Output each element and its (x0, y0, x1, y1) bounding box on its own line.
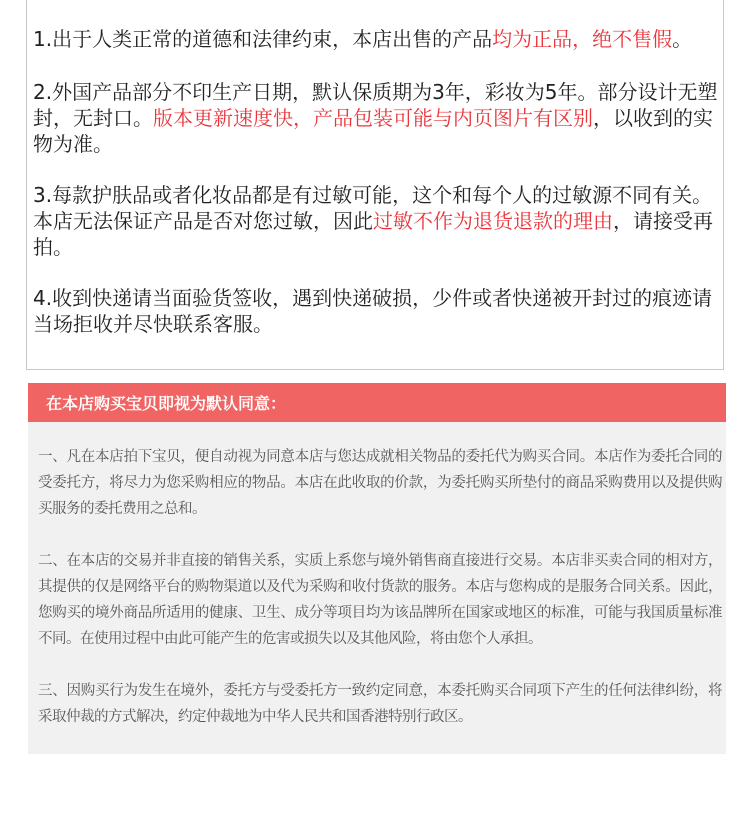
notice-item-2 (33, 79, 723, 157)
agreement-title-banner: 在本店购买宝贝即视为默认同意： (28, 383, 726, 422)
notice-item-1-end: 。 (672, 27, 693, 51)
notice-item-3-end: ，请接受再拍。 (33, 209, 713, 259)
notice-item-3 (33, 182, 723, 260)
notice-item-2-text: 2.外国产品部分不印生产日期，默认保质期为3年，彩妆为5年。部分设计无塑封，无封口。 (33, 80, 718, 130)
notice-item-1-highlight: 均为正品，绝不售假 (492, 27, 673, 51)
notice-item-2-end: ，以收到的实物为准。 (33, 106, 713, 156)
notice-item-4 (33, 285, 723, 337)
agreement-paragraph-3: 三、因购买行为发生在境外，委托方与受委托方一致约定同意，本委托购买合同项下产生的任何法律纠纷，将采取仲裁的方式解决，约定仲裁地为中华人民共和国香港特别行政区。 (38, 683, 722, 725)
notice-item-3-highlight: 过敏不作为退货退款的理由 (373, 209, 613, 233)
notice-box (26, 0, 724, 370)
agreement-paragraph-2: 二、在本店的交易并非直接的销售关系，实质上系您与境外销售商直接进行交易。本店非买卖合同的相对方，其提供的仅是网络平台的购物渠道以及代为采购和收付货款的服务。本店与您构成的是服务合同关系。因此，您购买的境外商品所适用的健康、卫生、成分等项目均为该品牌所在国家或地区的标准，可能与我国质量标准不同。在使用过程中由此可能产生的危害或损失以及其他风险，将由您个人承担。 (38, 553, 722, 647)
notice-item-4-text: 4.收到快递请当面验货签收，遇到快递破损，少件或者快递被开封过的痕迹请当场拒收并尽快联系客服。 (33, 286, 713, 336)
notice-item-3-text: 3.每款护肤品或者化妆品都是有过敏可能，这个和每个人的过敏源不同有关。本店无法保证产品是否对您过敏，因此 (33, 183, 713, 233)
notice-item-1-text: 1.出于人类正常的道德和法律约束，本店出售的产品 (33, 27, 493, 51)
agreement-paragraph-1: 一、凡在本店拍下宝贝，便自动视为同意本店与您达成就相关物品的委托代为购买合同。本店作为委托合同的受委托方，将尽力为您采购相应的物品。本店在此收取的价款，为委托购买所垫付的商品采购费用以及提供购买服务的委托费用之总和。 (38, 449, 722, 517)
notice-item-2-highlight: 版本更新速度快，产品包装可能与内页图片有区别 (153, 106, 593, 130)
notice-item-1 (33, 26, 723, 52)
agreement-panel (28, 422, 726, 754)
